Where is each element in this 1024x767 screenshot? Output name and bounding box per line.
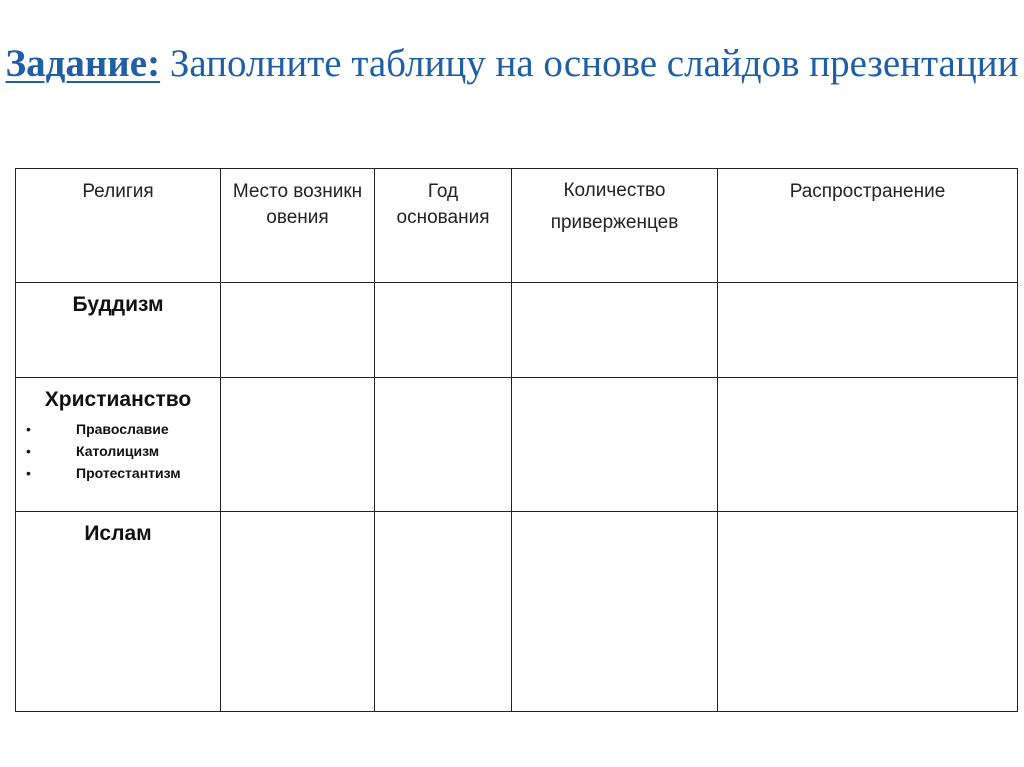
list-item [16,440,220,462]
empty-cell[interactable] [221,511,375,711]
table-row [16,378,1018,511]
empty-cell[interactable] [375,283,512,378]
header-row [16,169,1018,283]
header-religion: Религия [16,169,221,283]
header-followers-count-text: Количество приверженцев [550,180,679,233]
empty-cell[interactable] [375,511,512,711]
header-followers-count [512,169,718,283]
task-text: Заполните таблицу на основе слайдов презентации [160,42,1019,85]
empty-cell[interactable] [718,511,1018,711]
table-row [16,283,1018,378]
religion-name: Ислам [84,521,152,545]
empty-cell[interactable] [221,378,375,511]
denomination-list [16,418,220,484]
table-row [16,511,1018,711]
empty-cell[interactable] [718,378,1018,511]
religion-name: Буддизм [72,293,164,317]
header-origin-place-text: Место возникновения [232,181,363,228]
religion-cell [16,378,221,511]
religion-cell [16,511,221,711]
header-founding-year-text: Год основания [396,181,490,228]
empty-cell[interactable] [718,283,1018,378]
list-item [16,462,220,484]
bullet-icon: • [26,443,31,460]
denomination-name: Протестантизм [76,465,181,482]
religion-table [15,168,1018,712]
religion-name: Христианство [44,388,192,412]
empty-cell[interactable] [375,378,512,511]
empty-cell[interactable] [512,378,718,511]
empty-cell[interactable] [221,283,375,378]
list-item [16,418,220,440]
bullet-icon: • [26,465,31,482]
religion-cell [16,283,221,378]
header-spread: Распространение [718,169,1018,283]
task-label: Задание: [5,42,161,85]
header-founding-year [375,169,512,283]
denomination-name: Католицизм [76,443,160,460]
empty-cell[interactable] [512,283,718,378]
slide-title [0,38,1024,90]
bullet-icon: • [26,421,31,438]
header-origin-place [221,169,375,283]
empty-cell[interactable] [512,511,718,711]
denomination-name: Православие [76,421,169,438]
